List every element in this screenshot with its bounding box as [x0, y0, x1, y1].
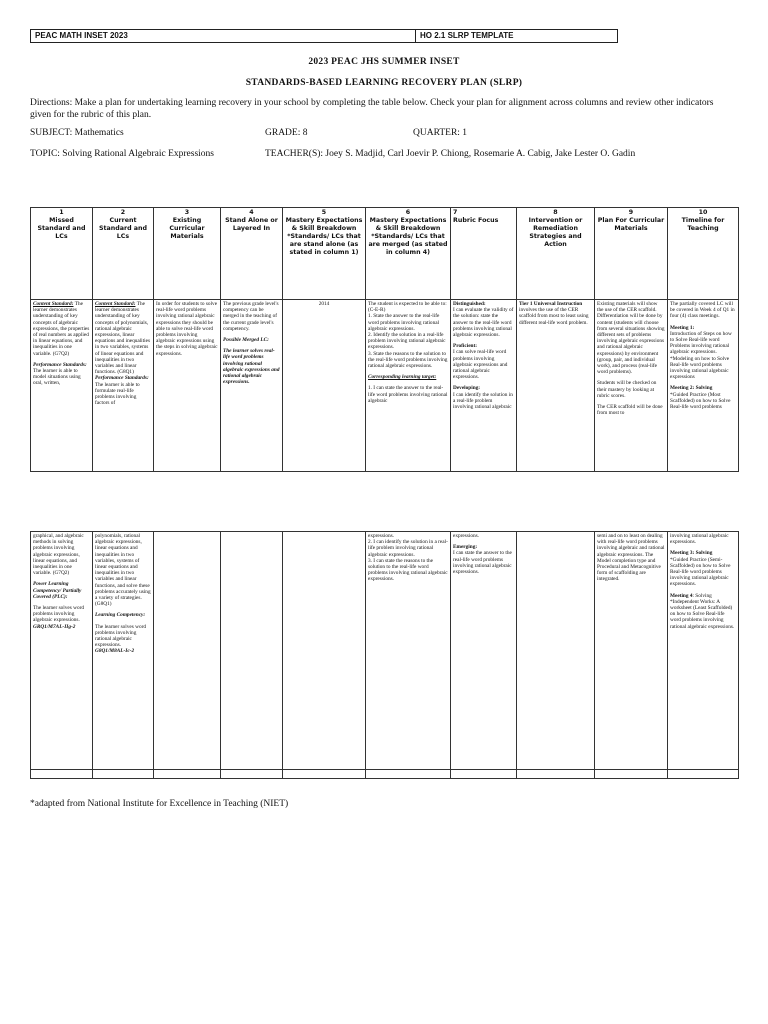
cell-empty	[668, 770, 739, 779]
cell-existing-materials: In order for students to solve real-life word problems involving rational algebraic expressions they should be able to solve real-life word problems involving algebraic expressions using the steps in solving algebraic expressions.	[154, 300, 221, 472]
table-row	[31, 300, 739, 472]
cell-intervention: Tier 1 Universal Instruction involves the use of the CER scaffold from most to least using different real-life word problem.	[517, 300, 595, 472]
header-right: HO 2.1 SLRP TEMPLATE	[416, 29, 618, 43]
document-title: 2023 PEAC JHS SUMMER INSET	[308, 57, 460, 67]
cell-rubric-focus-cont: expressions. Emerging: I can state the answer to the real-life word problems involving rational algebraic expressions.	[451, 532, 517, 770]
topic: TOPIC: Solving Rational Algebraic Expressions	[30, 149, 215, 159]
cell-empty	[451, 770, 517, 779]
cell-stand-alone-mastery: 2014	[283, 300, 366, 472]
cell-empty	[283, 532, 366, 770]
cell-current-standard-cont: polynomials, rational algebraic expressions, linear equations and inequalities in two variables, systems of linear equations and inequalities in two variables and linear functions, and solve these problems accurately using a variety of strategies. (G8Q1) Learning Competency: The learner solves word problems involving rational algebraic expressions. G8Q1/M8AL-Ic-2	[93, 532, 154, 770]
cell-empty	[93, 770, 154, 779]
cell-merged-mastery-cont: expressions. 2. I can identify the solution in a real-life problem involving rational algebraic expressions. 3. I can state the reasons to the solution to the real-life word problems involving rational algebraic expressions.	[366, 532, 451, 770]
cell-timeline: The partially covered LC will be covered in Week 4 of Q1 in four (4) class meetings. Meeting 1: Introduction of Steps on how to Solve Real-life word Problems involving rational algebraic expressions. *Modeling on how to Solve Real-life word problems involving rational algebraic expressions Meeting 2: Solving *Guided Practice (Most Scaffolded) on how to Solve Real-life word problems	[668, 300, 739, 472]
col-header-6: 6 Mastery Expectations & Skill Breakdown *Standards/ LCs that are merged (as stated in column 4)	[366, 208, 451, 300]
page-header	[30, 29, 618, 43]
col-header-9: 9 Plan For Curricular Materials	[595, 208, 668, 300]
teachers: TEACHER(S): Joey S. Madjid, Carl Joevir P. Chiong, Rosemarie A. Cabig, Jake Lester O. Gadin	[265, 149, 636, 159]
cell-missed-standard: Content Standard: The learner demonstrates understanding of key concepts of algebraic expressions, the properties of real numbers as applied in linear equations, and inequalities in one variable. (G7Q2) Performance Standards: The learner is able to model situations using oral, written,	[31, 300, 93, 472]
directions: Directions: Make a plan for undertaking learning recovery in your school by completing the table below. Check your plan for alignment across columns and review other indicators given for the rubric of this plan.	[30, 98, 714, 120]
table-row-empty	[31, 770, 739, 779]
header-left: PEAC MATH INSET 2023	[30, 29, 416, 43]
cell-empty	[517, 532, 595, 770]
grade: GRADE: 8	[265, 128, 308, 138]
subject: SUBJECT: Mathematics	[30, 128, 124, 138]
table-row	[31, 532, 739, 770]
cell-stand-alone: The previous grade level's competency can be merged in the teaching of the current grade level's competency. Possible Merged LC: The learner solves real-life word problems involving rational algebraic expressions and rational algebraic expressions.	[221, 300, 283, 472]
cell-merged-mastery: The student is expected to be able to: (C-E-R) 1. State the answer to the real-life word problems involving rational algebraic expressions. 2. Identify the solution in a real-life problem involving rational algebraic expressions. 3. State the reasons to the solution to the real-life word problems involving rational algebraic expressions. Corresponding learning target: 1. I can state the answer to the real-life word problems involving rational algebraic	[366, 300, 451, 472]
col-header-4: 4 Stand Alone or Layered In	[221, 208, 283, 300]
cell-timeline-cont: involving rational algebraic expressions. Meeting 3: Solving *Guided Practice (Semi- Scaffolded) on how to Solve Real-life word problems involving rational algebraic expressions. Meeting 4: Solving *Independent Works: A worksheet (Least Scaffolded) on how to Solve Real-life word problems involving rational algebraic expressions.	[668, 532, 739, 770]
cell-empty	[154, 532, 221, 770]
cell-empty	[221, 532, 283, 770]
document-subtitle: STANDARDS-BASED LEARNING RECOVERY PLAN (SLRP)	[245, 78, 523, 88]
col-header-3: 3 Existing Curricular Materials	[154, 208, 221, 300]
footer-note: *adapted from National Institute for Excellence in Teaching (NIET)	[30, 799, 289, 809]
col-header-7: 7 Rubric Focus	[451, 208, 517, 300]
cell-empty	[31, 770, 93, 779]
cell-empty	[221, 770, 283, 779]
cell-empty	[283, 770, 366, 779]
cell-current-standard: Content Standard: The learner demonstrates understanding of key concepts of polynomials, rational algebraic expressions, linear equations and inequalities in two variables, systems of linear equations and inequalities in two variables and linear functions. (G8Q1) Performance Standards: The learner is able to formulate real-life problems involving factors of	[93, 300, 154, 472]
col-header-2: 2 Current Standard and LCs	[93, 208, 154, 300]
table-header-row	[31, 208, 739, 300]
cell-empty	[595, 770, 668, 779]
col-header-8: 8 Intervention or Remediation Strategies and Action	[517, 208, 595, 300]
cell-plan-materials-cont: semi and on to least on dealing with real-life word problems involving algebraic and rational algebraic expressions. The Model completion type and Procedural and Metacognitive form of scaffolding are integrated.	[595, 532, 668, 770]
cell-empty	[517, 770, 595, 779]
col-header-10: 10 Timeline for Teaching	[668, 208, 739, 300]
slrp-table-part1	[30, 207, 739, 472]
quarter: QUARTER: 1	[413, 128, 468, 138]
cell-empty	[366, 770, 451, 779]
col-header-5: 5 Mastery Expectations & Skill Breakdown *Standards/ LCs that are stand alone (as stated in column 1)	[283, 208, 366, 300]
cell-rubric-focus: Distinguished: I can evaluate the validity of the solution: state the answer to the real-life word problems involving rational algebraic expressions. Proficient: I can solve real-life word problems involving algebraic expressions and rational algebraic expressions. Developing: I can identify the solution in a real-life problem involving rational algebraic	[451, 300, 517, 472]
cell-missed-standard-cont: graphical, and algebraic methods in solving problems involving algebraic expressions, linear equations, and inequalities in one variable. (G7Q2) Power Learning Competency/ Partially Covered (PLC): The learner solves word problems involving algebraic expressions. GRQ1/M7AL-IIg-2	[31, 532, 93, 770]
cell-empty	[154, 770, 221, 779]
slrp-table-part2	[30, 531, 739, 779]
cell-plan-materials: Existing materials will show the use of the CER scaffold. Differentiation will be done by content (students will choose from several situations showing different sets of problems involving algebraic expressions and rational algebraic expressions) by environment (group, pair, and individual work), and process (real-life word problems). Students will be checked on their mastery by looking at rubric scores. The CER scaffold will be done from most to	[595, 300, 668, 472]
col-header-1: 1 Missed Standard and LCs	[31, 208, 93, 300]
